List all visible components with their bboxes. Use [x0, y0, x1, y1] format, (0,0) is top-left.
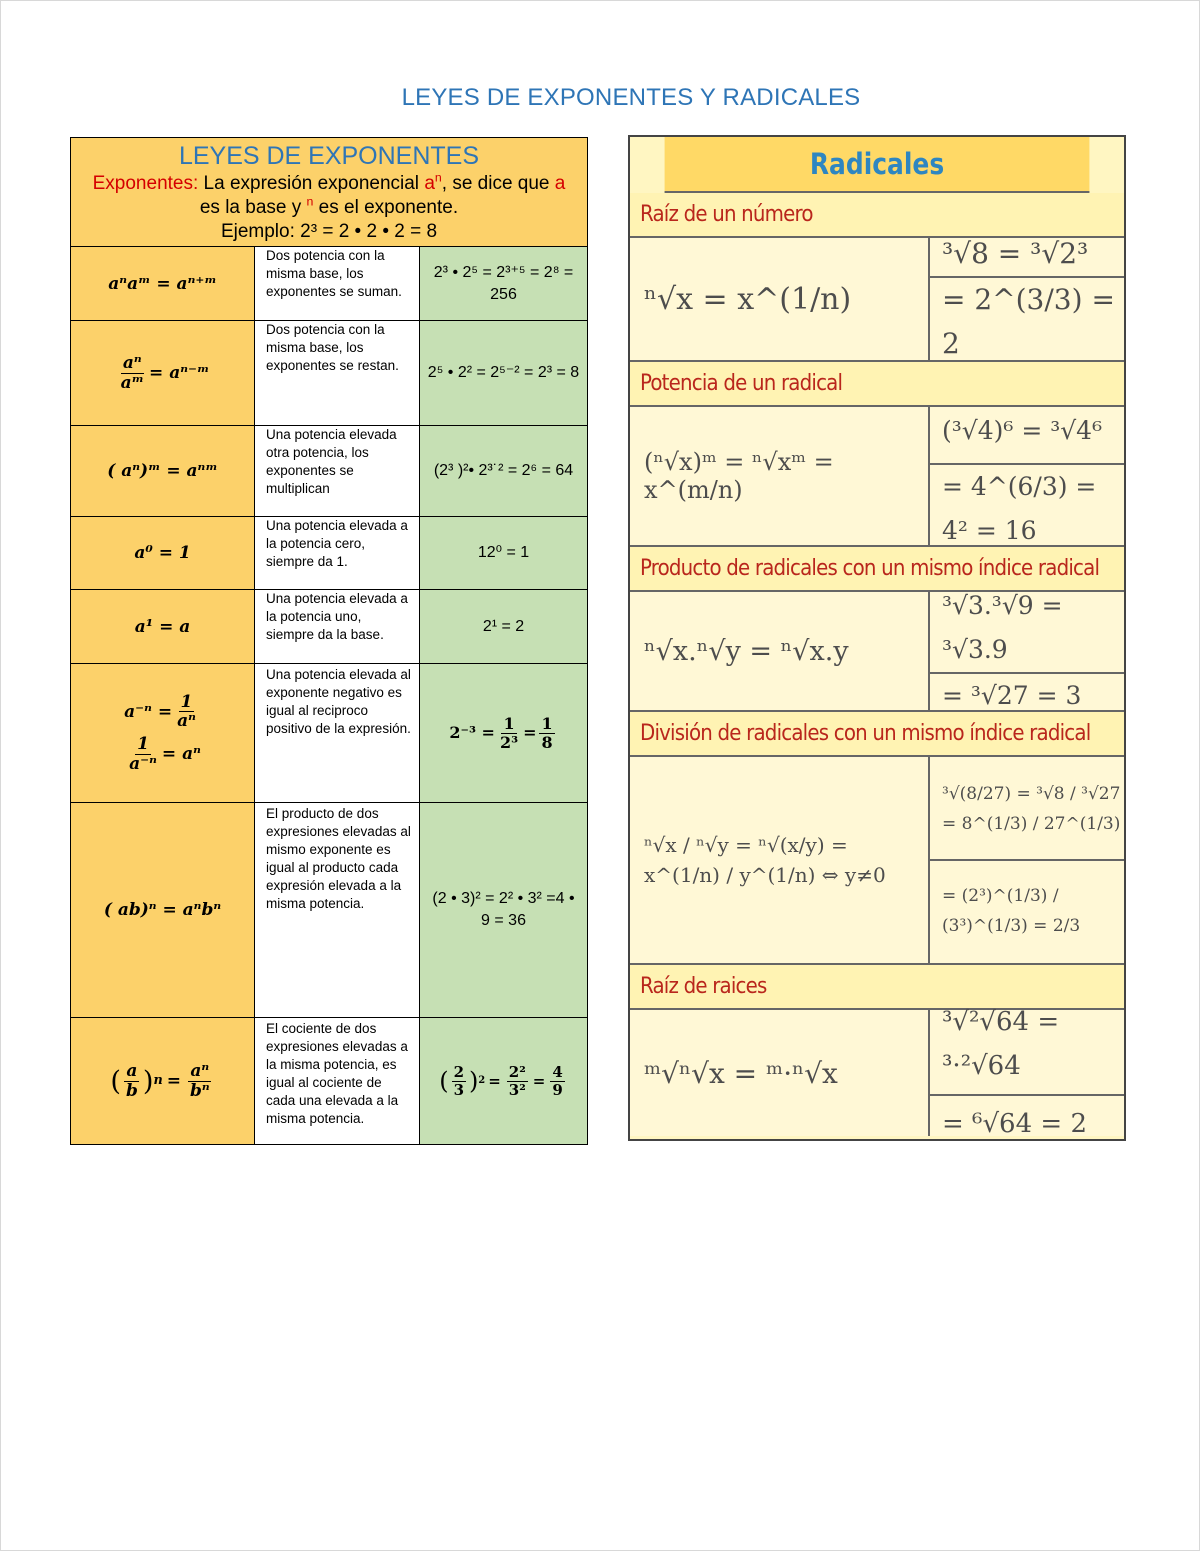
table-row	[71, 590, 587, 664]
formula-numerator: aⁿ	[190, 1060, 210, 1081]
example-denominator: 9	[552, 1080, 563, 1099]
formula-denominator: aᵐ	[120, 372, 145, 393]
radical-example	[930, 592, 1124, 710]
law-formula: ( $\frac{a}{b}$ ) n = $\frac{\text{aⁿ}}{\text{bⁿ}}$	[71, 1018, 255, 1144]
law-description: Una potencia elevada a la potencia uno, siempre da la base.	[255, 590, 420, 663]
formula-numerator: a	[126, 1060, 138, 1081]
radical-rule: ⁿ√x / ⁿ√y = ⁿ√(x/y) = x^(1/n) / y^(1/n) ⇔ y≠0	[630, 757, 930, 963]
law-formula	[71, 664, 255, 802]
law-description: Una potencia elevada otra potencia, los exponentes se multiplican	[255, 426, 420, 516]
radical-rule: ᵐ√ⁿ√x = ᵐ·ⁿ√x	[630, 1010, 930, 1136]
radical-example-line: ³√8 = ³√2³	[942, 237, 1089, 270]
radical-example-line: (³√4)⁶ = ³√4⁶	[942, 416, 1103, 445]
table-row	[71, 803, 587, 1018]
radical-example	[930, 757, 1124, 963]
example-equals: =	[523, 723, 537, 742]
law-example: 12⁰ = 1	[420, 517, 587, 589]
radical-example-line: = ³√27 = 3	[930, 672, 1124, 718]
radical-example	[930, 238, 1124, 360]
law-example: 2¹ = 2	[420, 590, 587, 663]
example-lhs: 2⁻³ =	[449, 723, 495, 742]
law-description: El producto de dos expresiones elevadas al mismo exponente es igual al producto cada expresión elevada a la misma potencia.	[255, 803, 420, 1017]
radical-rule: ⁿ√x = x^(1/n)	[630, 238, 930, 360]
example-numerator: 1	[541, 713, 553, 733]
law-formula: ( ab)ⁿ = aⁿbⁿ	[71, 803, 255, 1017]
law-description: Una potencia elevada al exponente negativo es igual al reciproco positivo de la expresión.	[255, 664, 420, 802]
definition-text: es el exponente.	[313, 197, 459, 218]
law-example: (2 • 3)² = 2² • 3² =4 • 9 = 36	[420, 803, 587, 1017]
example-numerator: 4	[552, 1063, 563, 1081]
radical-example-line: = (2³)^(1/3) / (3³)^(1/3) = 2/3	[930, 859, 1124, 961]
example-denominator: 8	[541, 732, 553, 752]
radical-example	[930, 407, 1124, 545]
exponent-table-header	[71, 138, 587, 247]
law-formula: a⁰ = 1	[71, 517, 255, 589]
law-formula: aⁿaᵐ = aⁿ⁺ᵐ	[71, 247, 255, 320]
definition-text: La expresión exponencial	[198, 173, 425, 194]
radical-example	[930, 1007, 1124, 1139]
definition-label: Exponentes:	[92, 173, 199, 194]
radicals-title: Radicales	[665, 137, 1090, 193]
radical-rule: (ⁿ√x)ᵐ = ⁿ√xᵐ = x^(m/n)	[630, 407, 930, 545]
formula-numerator: 1	[180, 691, 193, 712]
radical-example-line: ³√3.³√9 = ³√3.9	[942, 591, 1063, 664]
law-description: Dos potencia con la misma base, los exponentes se restan.	[255, 321, 420, 425]
table-row	[71, 426, 587, 517]
radical-example-line: = 2^(3/3) = 2	[930, 276, 1124, 366]
law-example: 2⁵ • 2² = 2⁵⁻² = 2³ = 8	[420, 321, 587, 425]
radical-rule: ⁿ√x.ⁿ√y = ⁿ√x.y	[630, 592, 930, 710]
radical-section-body	[630, 757, 1124, 965]
law-formula	[71, 321, 255, 425]
radical-section-label: Raíz de raices	[630, 965, 1124, 1010]
definition-n: n	[434, 170, 442, 185]
formula-numerator: 1	[137, 734, 149, 754]
table-row	[71, 664, 587, 803]
law-description: Dos potencia con la misma base, los exponentes se suman.	[255, 247, 420, 320]
example-denominator: 3²	[508, 1080, 526, 1099]
formula-rhs: = aⁿ	[161, 744, 201, 765]
exponent-definition	[71, 170, 587, 220]
example-denominator: 3	[453, 1080, 465, 1099]
formula-rhs: = aⁿ⁻ᵐ	[149, 363, 210, 383]
radical-section-label: Raíz de un número	[630, 193, 1124, 238]
definition-a: a	[424, 173, 435, 194]
radicals-panel	[628, 135, 1126, 1141]
radical-section-label: Potencia de un radical	[630, 362, 1124, 407]
law-example: ( $\frac{2}{3}$ ) 2 = $\frac{\text{2²}}{\text{3²}}$ = $\frac{4}{9}$	[420, 1018, 587, 1144]
page-title: LEYES DE EXPONENTES Y RADICALES	[401, 84, 861, 111]
exponent-example: Ejemplo: 2³ = 2 • 2 • 2 = 8	[220, 221, 438, 242]
radical-example-line: = ⁶√64 = 2	[930, 1094, 1124, 1152]
radical-example-line: ³√(8/27) = ³√8 / ³√27 = 8^(1/3) / 27^(1/3)	[942, 784, 1121, 834]
formula-lhs: a⁻ⁿ =	[124, 701, 173, 722]
law-formula: ( aⁿ)ᵐ = aⁿᵐ	[71, 426, 255, 516]
law-example: (2³ )²• 2³˙² = 2⁶ = 64	[420, 426, 587, 516]
exponent-laws-table	[70, 137, 588, 1145]
formula-denominator: a⁻ⁿ	[129, 753, 157, 774]
law-example: 2³ • 2⁵ = 2³⁺⁵ = 2⁸ = 256	[420, 247, 587, 320]
radical-section-label: División de radicales con un mismo índice radical	[630, 712, 1124, 757]
formula-denominator: b	[125, 1080, 138, 1101]
definition-n: n	[306, 194, 314, 209]
formula-denominator: aⁿ	[177, 711, 196, 732]
exponent-table-title: LEYES DE EXPONENTES	[178, 142, 480, 170]
formula-denominator: bⁿ	[189, 1080, 210, 1101]
formula-numerator: aⁿ	[122, 352, 142, 373]
radical-section-label: Producto de radicales con un mismo índice radical	[630, 547, 1124, 592]
law-formula: a¹ = a	[71, 590, 255, 663]
table-row	[71, 1018, 587, 1144]
radical-section-body	[630, 1007, 1124, 1139]
radical-section-body	[630, 238, 1124, 362]
law-description: El cociente de dos expresiones elevadas a la misma potencia, es igual al cociente de cada una elevada a la misma potencia.	[255, 1018, 420, 1144]
radical-example-line: ³√²√64 = ³·²√64	[942, 1007, 1060, 1081]
table-row	[71, 321, 587, 426]
definition-text: es la base y	[199, 197, 307, 218]
table-row	[71, 247, 587, 321]
law-example	[420, 664, 587, 802]
example-denominator: 2³	[499, 732, 519, 752]
radical-section-body	[630, 407, 1124, 547]
definition-text: , se dice que	[441, 173, 555, 194]
radical-section-body	[630, 592, 1124, 712]
table-row	[71, 517, 587, 590]
example-numerator: 2²	[508, 1063, 526, 1081]
definition-a: a	[554, 173, 566, 194]
law-description: Una potencia elevada a la potencia cero, siempre da 1.	[255, 517, 420, 589]
example-numerator: 2	[453, 1063, 465, 1081]
example-numerator: 1	[503, 713, 515, 733]
radical-example-line: = 4^(6/3) = 4² = 16	[930, 463, 1124, 553]
